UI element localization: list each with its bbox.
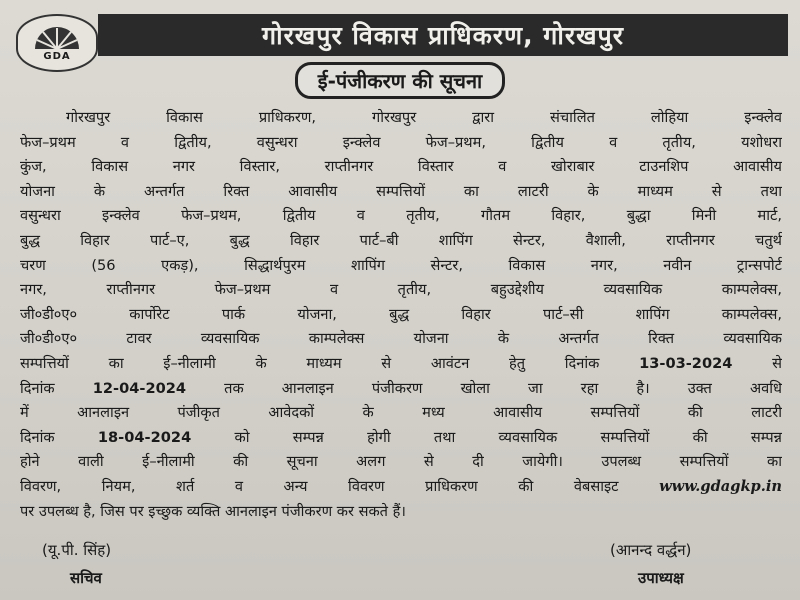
body-line: पर उपलब्ध है, जिस पर इच्छुक व्यक्ति आनलाइन पंजीकरण कर सकते हैं।: [20, 502, 406, 520]
lottery-date: 18-04-2024: [97, 428, 192, 446]
body-line: जी०डी०ए० टावर व्यवसायिक काम्पलेक्स योजना के अन्तर्गत रिक्त व्यवसायिक: [20, 330, 782, 348]
body-line: वसुन्धरा इन्क्लेव फेज–प्रथम, द्वितीय व तृतीय, गौतम विहार, बुद्धा मिनी मार्ट,: [20, 207, 782, 225]
body-line: [20, 426, 782, 451]
body-line: योजना के अन्तर्गत रिक्त आवासीय सम्पत्तियों का लाटरी के माध्यम से तथा: [20, 182, 782, 200]
text: दिनांक: [20, 379, 93, 397]
body-line: [20, 377, 782, 402]
vice-chairman-name: (आनन्द वर्द्धन): [610, 541, 692, 559]
body-line: [20, 475, 782, 500]
body-line: [20, 352, 782, 377]
notice-body: [20, 106, 782, 524]
start-date: 13-03-2024: [639, 354, 733, 372]
sunrise-icon: [27, 25, 87, 51]
body-line: जी०डी०ए० कार्पोरेट पार्क योजना, बुद्ध विहार पार्ट–सी शापिंग काम्पलेक्स,: [20, 305, 782, 323]
body-line: नगर, राप्तीनगर फेज–प्रथम व तृतीय, बहुउद्देशीय व्यवसायिक काम्पलेक्स,: [20, 281, 782, 299]
vice-chairman-title: उपाध्यक्ष: [638, 569, 684, 587]
text: विवरण, नियम, शर्त व अन्य विवरण प्राधिकरण की वेबसाइट: [20, 477, 660, 495]
text: दिनांक: [20, 428, 98, 446]
body-line: फेज–प्रथम व द्वितीय, वसुन्धरा इन्क्लेव फेज–प्रथम, द्वितीय व तृतीय, यशोधरा: [20, 133, 782, 151]
body-line: होने वाली ई–नीलामी की सूचना अलग से दी जायेगी। उपलब्ध सम्पत्तियों का: [20, 453, 782, 471]
body-line: कुंज, विकास नगर विस्तार, राप्तीनगर विस्तार व खोराबार टाउनशिप आवासीय: [20, 158, 782, 176]
text: को सम्पन्न होगी तथा व्यवसायिक सम्पत्तियों की सम्पन्न: [191, 428, 782, 446]
text: सम्पत्तियों का ई–नीलामी के माध्यम से आवंटन हेतु दिनांक: [20, 354, 640, 372]
notice-subtitle: ई-पंजीकरण की सूचना: [295, 62, 505, 99]
secretary-name: (यू.पी. सिंह): [42, 541, 112, 559]
end-date: 12-04-2024: [92, 379, 187, 397]
logo-text: GDA: [43, 50, 71, 62]
website-link[interactable]: www.gdagkp.in: [659, 477, 782, 495]
secretary-title: सचिव: [70, 569, 102, 587]
text: तक आनलाइन पंजीकरण खोला जा रहा है। उक्त अवधि: [186, 379, 782, 397]
body-line: में आनलाइन पंजीकृत आवेदकों के मध्य आवासीय सम्पत्तियों की लाटरी: [20, 404, 782, 422]
text: से: [732, 354, 782, 372]
body-line: चरण (56 एकड़), सिद्धार्थपुरम शापिंग सेन्टर, विकास नगर, नवीन ट्रान्सपोर्ट: [20, 256, 782, 274]
notice-title: गोरखपुर विकास प्राधिकरण, गोरखपुर: [98, 14, 788, 56]
body-line: बुद्ध विहार पार्ट–ए, बुद्ध विहार पार्ट–बी शापिंग सेन्टर, वैशाली, राप्तीनगर चतुर्थ: [20, 231, 782, 249]
body-line: गोरखपुर विकास प्राधिकरण, गोरखपुर द्वारा संचालित लोहिया इन्क्लेव: [66, 109, 782, 126]
